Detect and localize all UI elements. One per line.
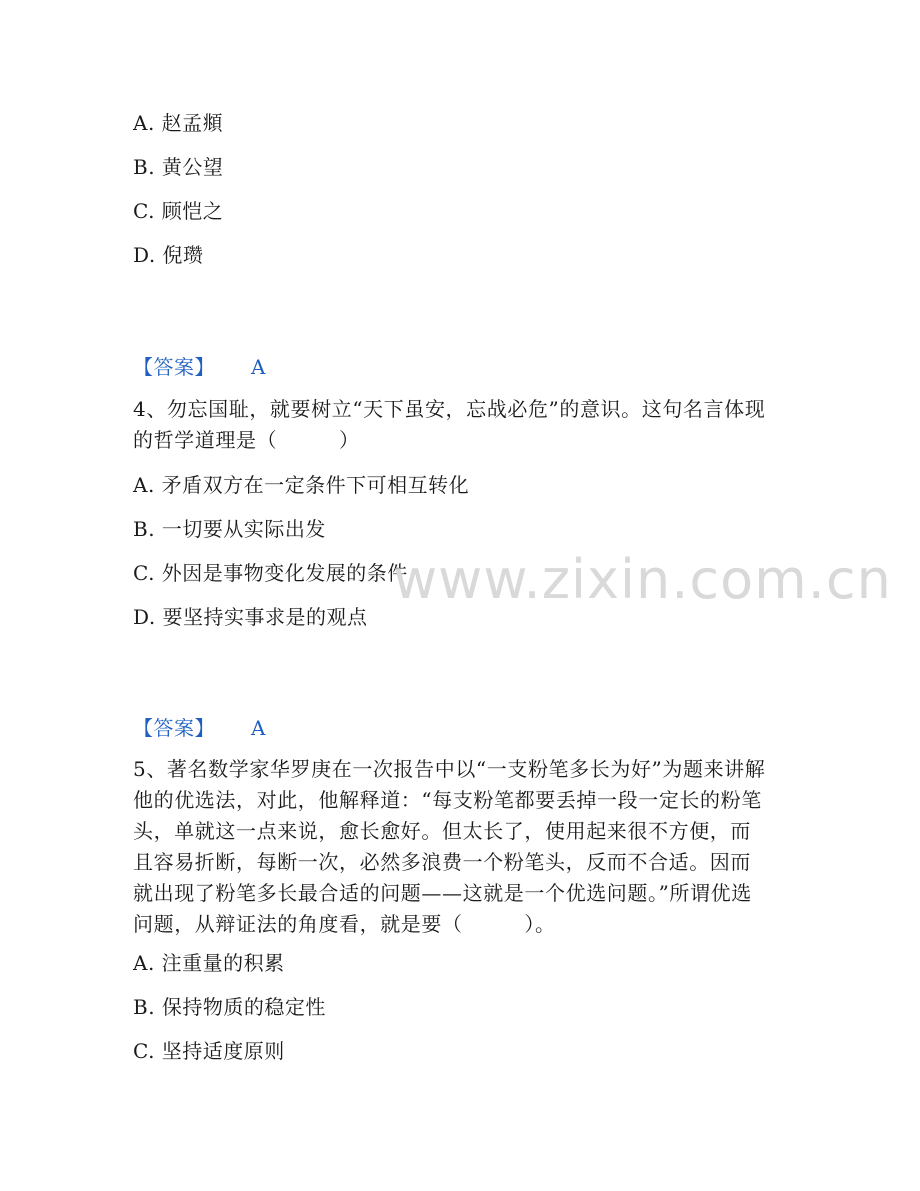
answer-label: 【答案】 [133, 355, 215, 379]
q5-stem-line: 头，单就这一点来说，愈长愈好。但太长了，使用起来很不方便，而 [133, 819, 751, 843]
q3-option-d: D. 倪瓒 [133, 243, 204, 267]
q4-stem-line: 4、勿忘国耻，就要树立“天下虽安，忘战必危”的意识。这句名言体现 [133, 397, 766, 421]
answer-3 [133, 355, 266, 379]
q5-stem [133, 754, 793, 940]
q3-option-a: A. 赵孟頫 [133, 111, 224, 135]
q4-stem-line: 的哲学道理是（ ） [133, 428, 360, 452]
answer-value: A [251, 716, 266, 740]
q4-option-c: C. 外因是事物变化发展的条件 [133, 561, 408, 585]
q3-option-b: B. 黄公望 [133, 155, 224, 179]
q5-stem-line: 5、著名数学家华罗庚在一次报告中以“一支粉笔多长为好”为题来讲解 [133, 757, 766, 781]
answer-4 [133, 716, 266, 740]
q5-stem-line: 问题，从辩证法的角度看，就是要（ ）。 [133, 912, 556, 936]
q5-stem-line: 他的优选法，对此，他解释道：“每支粉笔都要丢掉一段一定长的粉笔 [133, 788, 762, 812]
q4-option-b: B. 一切要从实际出发 [133, 517, 326, 541]
q5-stem-line: 就出现了粉笔多长最合适的问题——这就是一个优选问题。”所谓优选 [133, 881, 752, 905]
answer-value: A [251, 355, 266, 379]
answer-label: 【答案】 [133, 716, 215, 740]
q4-stem [133, 394, 793, 456]
q5-option-a: A. 注重量的积累 [133, 951, 285, 975]
q5-option-c: C. 坚持适度原则 [133, 1039, 285, 1063]
q4-option-a: A. 矛盾双方在一定条件下可相互转化 [133, 473, 470, 497]
q5-option-b: B. 保持物质的稳定性 [133, 995, 326, 1019]
watermark: www.zixin.com.cn [393, 548, 892, 611]
q4-option-d: D. 要坚持实事求是的观点 [133, 605, 368, 629]
q5-stem-line: 且容易折断，每断一次，必然多浪费一个粉笔头，反而不合适。因而 [133, 850, 751, 874]
q3-option-c: C. 顾恺之 [133, 199, 224, 223]
